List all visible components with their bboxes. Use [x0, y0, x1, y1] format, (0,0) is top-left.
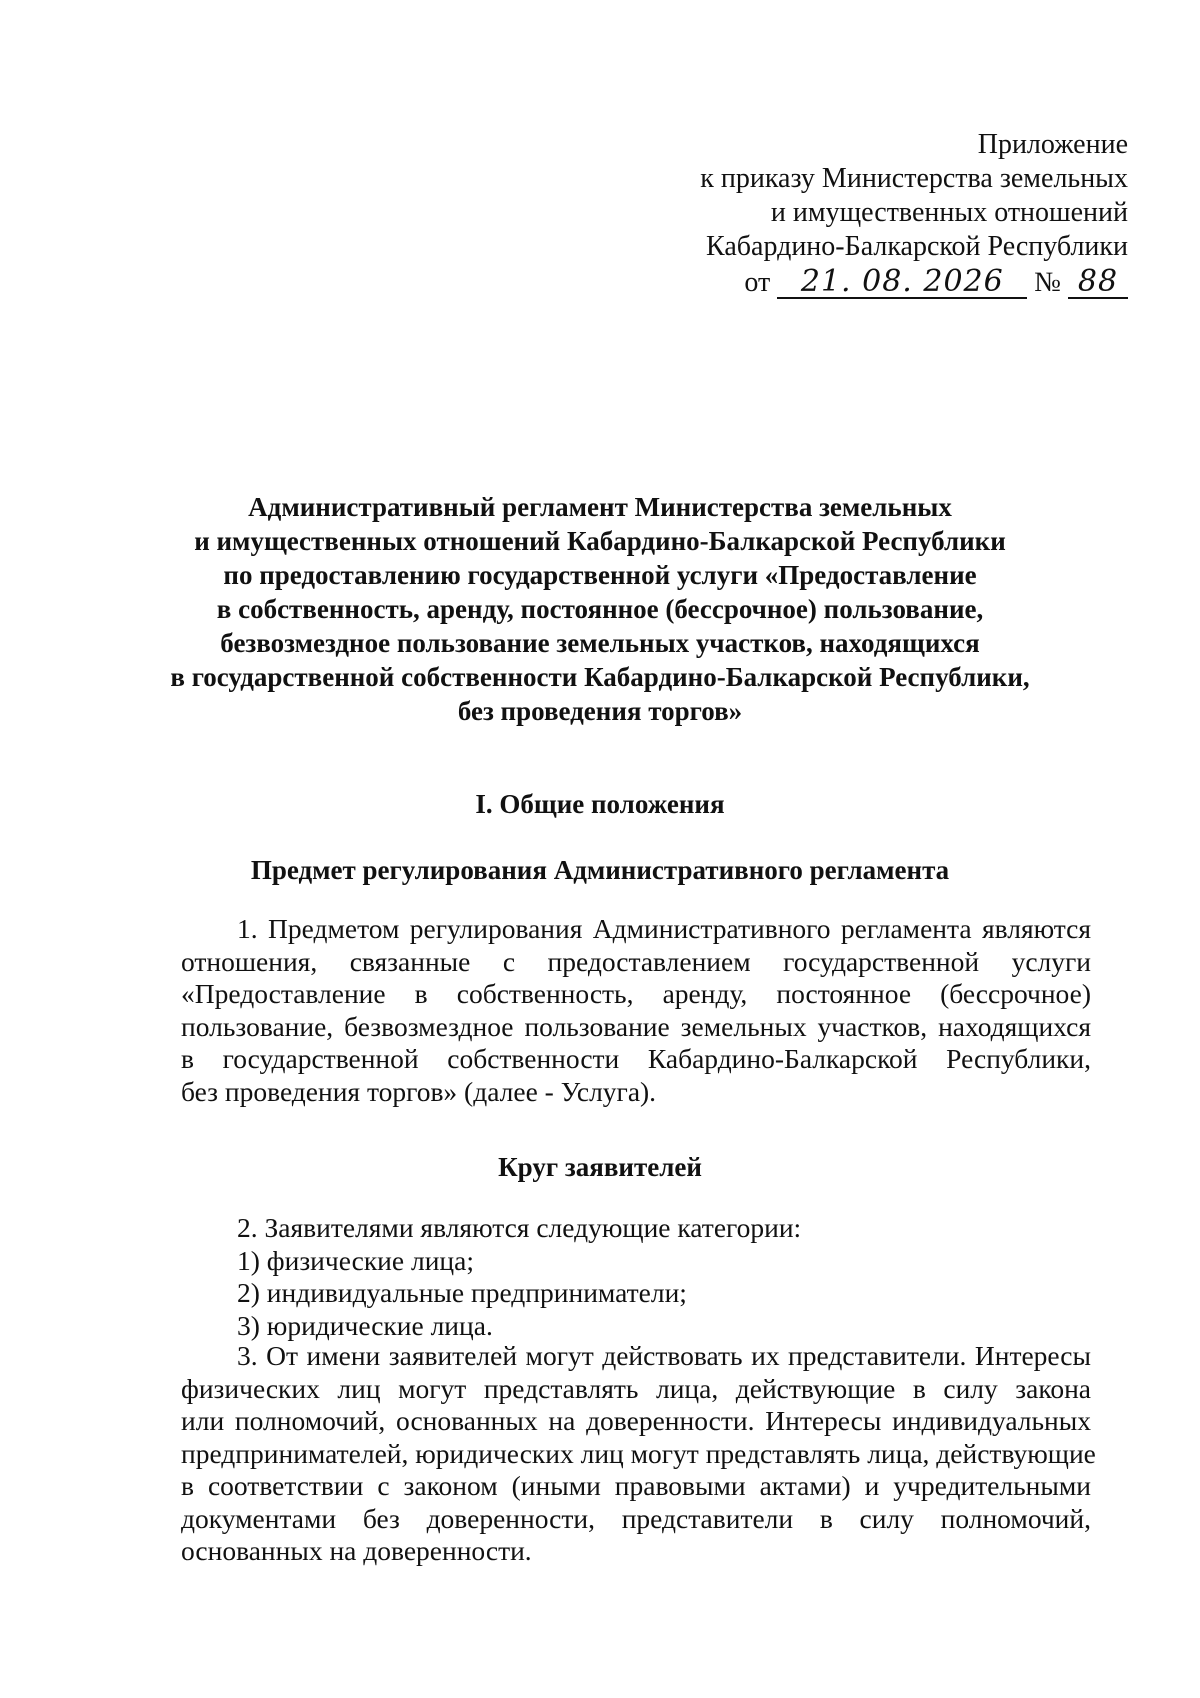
- title-line: безвозмездное пользование земельных участков, находящихся: [220, 628, 980, 658]
- order-date-number-line: [568, 266, 1128, 300]
- approval-line: и имущественных отношений: [770, 197, 1128, 228]
- paragraph-line: документами без доверенности, представители в силу полномочий,: [181, 1502, 1091, 1534]
- applicants-heading: Круг заявителей: [498, 1152, 702, 1182]
- paragraph-line: предпринимателей, юридических лиц могут представлять лица, действующие: [181, 1437, 1096, 1469]
- paragraph-line: в соответствии с законом (иными правовыми актами) и учредительными: [181, 1470, 1091, 1501]
- document-title: [150, 490, 1050, 728]
- approval-line: Кабардино-Балкарской Республики: [706, 231, 1128, 262]
- subject-heading: Предмет регулирования Административного регламента: [250, 855, 950, 885]
- list-intro: 2. Заявителями являются следующие категории:: [237, 1212, 802, 1243]
- paragraph-1: [181, 913, 1091, 1108]
- paragraph-line: отношения, связанные с предоставлением государственной услуги: [181, 945, 1091, 977]
- paragraph-line: 3. От имени заявителей могут действовать их представители. Интересы: [237, 1340, 1091, 1371]
- order-number-handwritten: 88: [1068, 267, 1128, 299]
- approval-block: [568, 128, 1128, 300]
- paragraph-line: в государственной собственности Кабардино-Балкарской Республики,: [181, 1043, 1091, 1074]
- paragraph-line: или полномочий, основанных на доверенности. Интересы индивидуальных: [181, 1405, 1091, 1436]
- title-line: по предоставлению государственной услуги «Предоставление: [223, 560, 977, 590]
- number-prefix: №: [1034, 267, 1061, 298]
- date-prefix: от: [744, 267, 771, 298]
- paragraph-line: пользование, безвозмездное пользование земельных участков, находящихся: [181, 1010, 1091, 1042]
- paragraph-line: физических лиц могут представлять лица, действующие в силу закона: [181, 1372, 1091, 1404]
- list-item: 2) индивидуальные предприниматели;: [237, 1277, 687, 1308]
- approval-line: Приложение: [977, 129, 1128, 160]
- list-item: 1) физические лица;: [237, 1244, 474, 1276]
- applicant-categories-list: [181, 1212, 1091, 1342]
- list-item: 3) юридические лица.: [237, 1309, 493, 1341]
- paragraph-line: 1. Предметом регулирования Административного регламента являются: [237, 913, 1091, 944]
- section-heading: I. Общие положения: [475, 789, 725, 819]
- title-line: и имущественных отношений Кабардино-Балкарской Республики: [194, 526, 1006, 556]
- paragraph-3: [181, 1340, 1096, 1568]
- title-line: Административный регламент Министерства земельных: [248, 492, 952, 522]
- paragraph-line: основанных на доверенности.: [181, 1535, 532, 1566]
- title-line: в государственной собственности Кабардино-Балкарской Республики,: [170, 662, 1030, 692]
- order-date-handwritten: 21. 08. 2026: [777, 267, 1027, 299]
- paragraph-line: без проведения торгов» (далее - Услуга).: [181, 1075, 657, 1107]
- paragraph-line: «Предоставление в собственность, аренду, постоянное (бессрочное): [181, 978, 1091, 1009]
- approval-line: к приказу Министерства земельных: [700, 163, 1128, 194]
- title-line: без проведения торгов»: [457, 696, 743, 726]
- title-line: в собственность, аренду, постоянное (бессрочное) пользование,: [216, 594, 984, 624]
